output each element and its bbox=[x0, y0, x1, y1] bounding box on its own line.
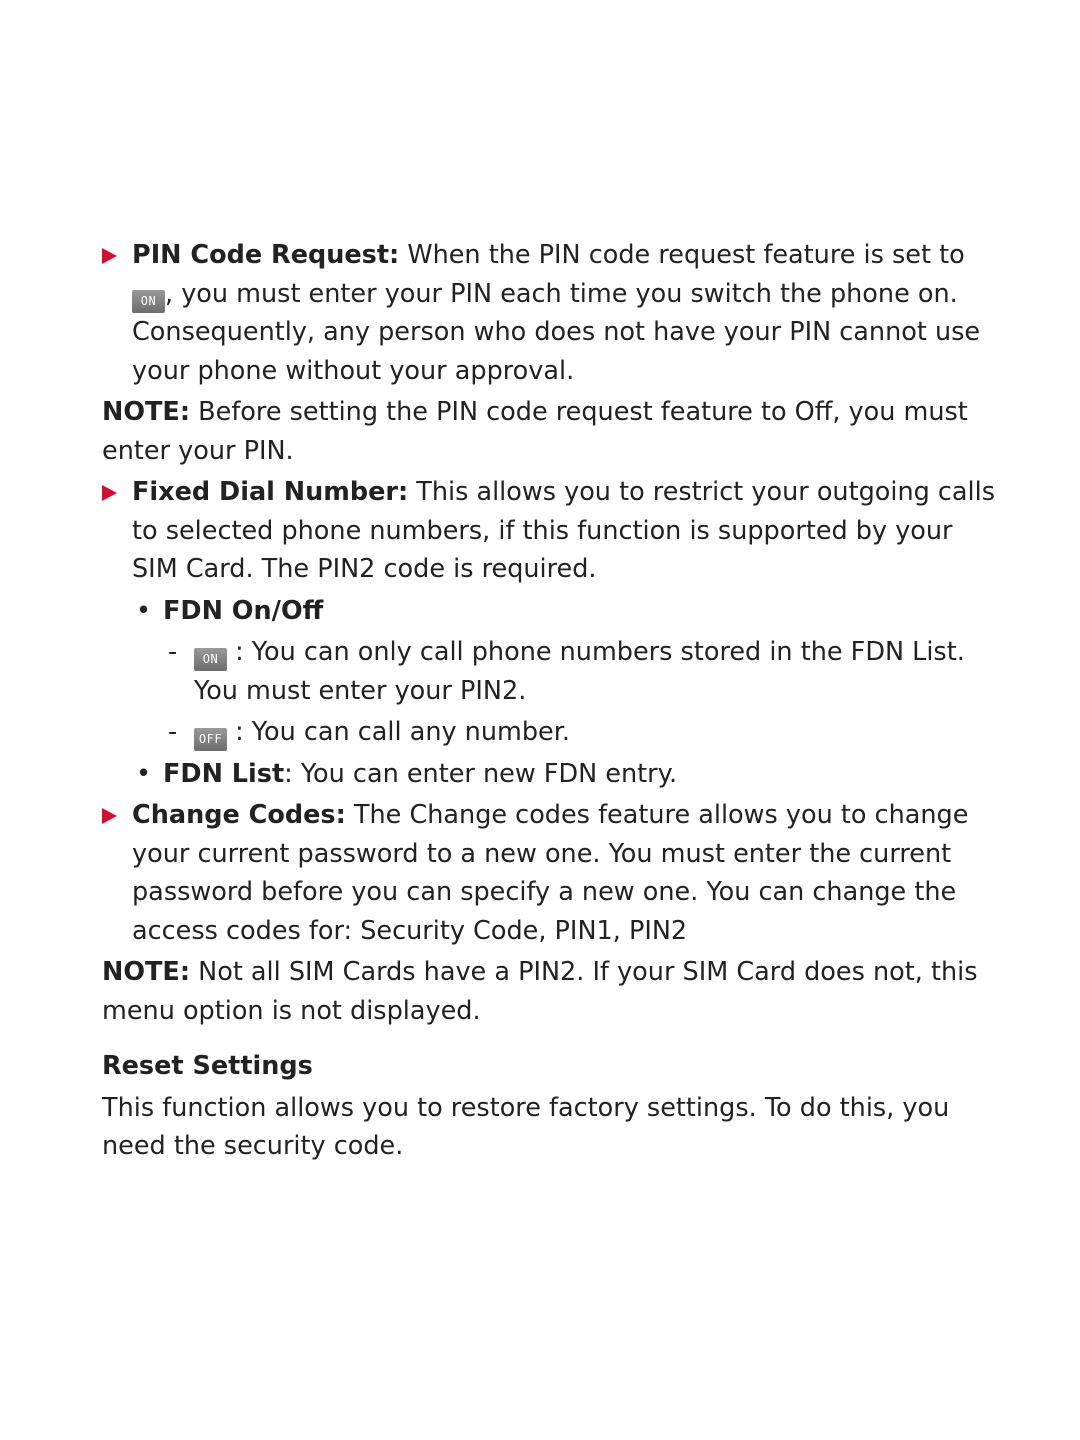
fdn-on-off-item bbox=[102, 592, 1002, 631]
note-label: NOTE: bbox=[102, 397, 191, 427]
dot-bullet: • bbox=[136, 758, 152, 789]
reset-settings-text: This function allows you to restore factory settings. To do this, you need the security code. bbox=[102, 1092, 950, 1161]
fixed-dial-number-item bbox=[102, 473, 1002, 589]
reset-settings-heading: Reset Settings bbox=[102, 1051, 313, 1081]
pin-code-request-item bbox=[102, 236, 1002, 390]
note-text: Before setting the PIN code request feature to Off, you must enter your PIN. bbox=[102, 397, 968, 466]
change-codes-label: Change Codes: bbox=[132, 800, 346, 830]
dash-bullet: - bbox=[168, 717, 178, 747]
fdn-list-item bbox=[102, 755, 1002, 794]
change-codes-text: The Change codes feature allows you to change your current password to a new one. You must enter the current password before you can specify a new one. You can change the access codes for: Security Code, PIN1, PIN2 bbox=[132, 800, 969, 946]
fdn-list-text: : You can enter new FDN entry. bbox=[284, 758, 678, 789]
fdn-off-option bbox=[102, 713, 1002, 752]
fixed-dial-number-label: Fixed Dial Number: bbox=[132, 477, 409, 507]
pin-code-request-text1: When the PIN code request feature is set to bbox=[399, 240, 965, 270]
fixed-dial-number-text: This allows you to restrict your outgoing calls to selected phone numbers, if this function is supported by your SIM Card. The PIN2 code is required. bbox=[132, 477, 996, 584]
dash-bullet: - bbox=[168, 637, 178, 667]
off-toggle-icon: OFF bbox=[194, 728, 227, 751]
change-codes-item bbox=[102, 796, 1002, 950]
fdn-on-text: : You can only call phone numbers stored in the FDN List. You must enter your PIN2. bbox=[194, 637, 965, 706]
fdn-list-label: FDN List bbox=[163, 758, 285, 789]
note-text: Not all SIM Cards have a PIN2. If your SIM Card does not, this menu option is not displayed. bbox=[102, 957, 978, 1026]
on-toggle-icon: ON bbox=[194, 648, 227, 671]
fdn-on-off-label: FDN On/Off bbox=[163, 595, 324, 626]
note-label: NOTE: bbox=[102, 957, 191, 987]
note-pin2 bbox=[102, 953, 1002, 1030]
bullet-arrow-icon bbox=[102, 248, 117, 264]
on-toggle-icon: ON bbox=[132, 290, 165, 313]
bullet-arrow-icon bbox=[102, 485, 117, 501]
fdn-on-option bbox=[102, 633, 1002, 710]
pin-code-request-text2: , you must enter your PIN each time you switch the phone on. Consequently, any person who does not have your PIN cannot use your phone without your approval. bbox=[132, 278, 981, 386]
note-pin-off bbox=[102, 393, 1002, 470]
dot-bullet: • bbox=[136, 595, 152, 626]
fdn-off-text: : You can call any number. bbox=[227, 717, 570, 747]
pin-code-request-label: PIN Code Request: bbox=[132, 240, 400, 270]
bullet-arrow-icon bbox=[102, 808, 117, 824]
page-content bbox=[102, 236, 1002, 1166]
